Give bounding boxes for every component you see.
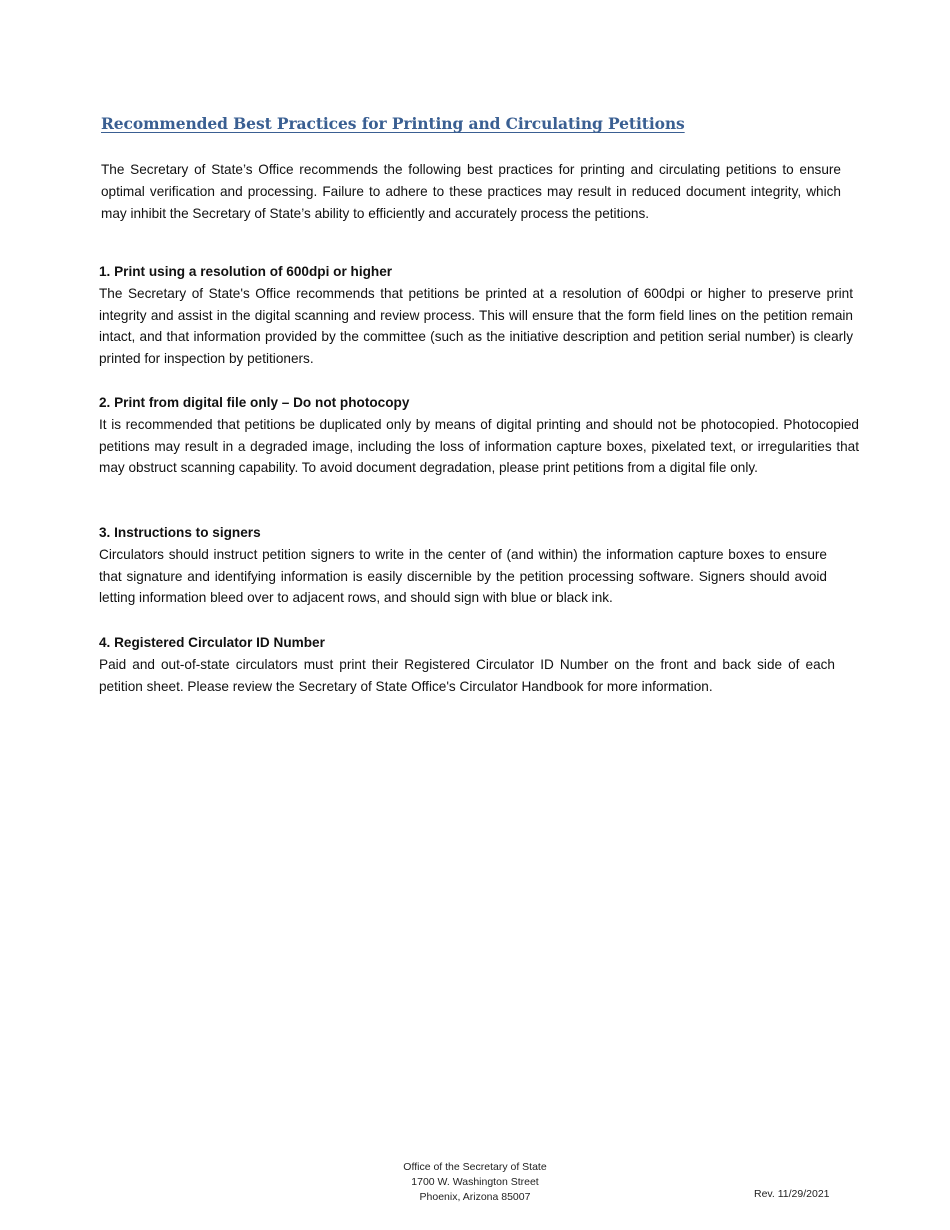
section-heading: 2. Print from digital file only – Do not photocopy	[99, 395, 410, 410]
footer-street: 1700 W. Washington Street	[411, 1176, 539, 1188]
section-body: It is recommended that petitions be duplicated only by means of digital printing and should not be photocopied. Photocopied petitions may result in a degraded image, including the loss of information capture boxes, pixelated text, or irregularities that may obstruct scanning capability. To avoid document degradation, please print petitions from a digital file only.	[99, 416, 859, 476]
section-body: Paid and out-of-state circulators must print their Registered Circulator ID Number on the front and back side of each petition sheet. Please review the Secretary of State Office's Circulator Handbook for more information.	[99, 656, 835, 694]
section-body: The Secretary of State's Office recommends that petitions be printed at a resolution of 600dpi or higher to preserve print integrity and assist in the digital scanning and review process. This will ensure that the form field lines on the petition remain intact, and that information provided by the committee (such as the initiative description and petition serial number) is clearly printed for inspection by petitioners.	[99, 285, 853, 367]
section-heading: 3. Instructions to signers	[99, 525, 261, 540]
section-body: Circulators should instruct petition signers to write in the center of (and within) the information capture boxes to ensure that signature and identifying information is easily discernible by the petition processing software. Signers should avoid letting information bleed over to adjacent rows, and should sign with blue or black ink.	[99, 546, 827, 606]
section-heading: 4. Registered Circulator ID Number	[99, 635, 325, 650]
footer-city: Phoenix, Arizona 85007	[419, 1191, 531, 1203]
section-circulator-id	[99, 632, 835, 697]
section-signer-instructions	[99, 522, 827, 609]
revision-date: Rev. 11/29/2021	[754, 1188, 830, 1200]
section-resolution	[99, 261, 853, 370]
footer-office-name: Office of the Secretary of State	[403, 1161, 547, 1173]
document-title: Recommended Best Practices for Printing and Circulating Petitions	[101, 114, 685, 133]
section-heading: 1. Print using a resolution of 600dpi or higher	[99, 264, 393, 279]
intro-paragraph: The Secretary of State’s Office recommends the following best practices for printing and circulating petitions to ensure optimal verification and processing. Failure to adhere to these practices may result in reduced document integrity, which may inhibit the Secretary of State’s ability to efficiently and accurately process the petitions.	[101, 162, 841, 221]
footer-address	[375, 1160, 575, 1205]
section-digital-file	[99, 392, 859, 479]
